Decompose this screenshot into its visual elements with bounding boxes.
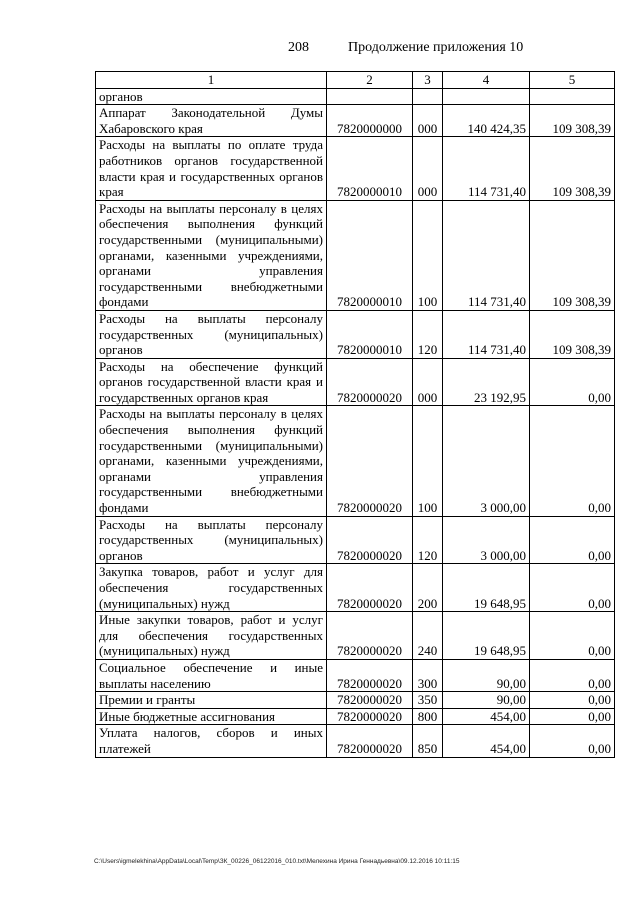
row-code: 7820000010 — [327, 137, 413, 200]
row-value-col4: 140 424,35 — [443, 105, 530, 137]
row-type — [413, 88, 443, 105]
row-code: 7820000020 — [327, 358, 413, 406]
row-type: 100 — [413, 406, 443, 516]
row-type: 100 — [413, 200, 443, 310]
row-name: Премии и гранты — [96, 692, 327, 709]
table-row — [96, 612, 615, 660]
row-code: 7820000020 — [327, 725, 413, 757]
row-value-col4: 114 731,40 — [443, 200, 530, 310]
row-name: Иные бюджетные ассигнования — [96, 708, 327, 725]
row-value-col5: 109 308,39 — [530, 200, 615, 310]
row-value-col4: 90,00 — [443, 659, 530, 691]
row-value-col5 — [530, 88, 615, 105]
row-type: 800 — [413, 708, 443, 725]
row-value-col4: 90,00 — [443, 692, 530, 709]
table-row — [96, 310, 615, 358]
row-value-col4: 23 192,95 — [443, 358, 530, 406]
table-row — [96, 708, 615, 725]
row-name: Расходы на выплаты персоналу государственных (муниципальных) органов — [96, 516, 327, 564]
row-name: Аппарат Законодательной Думы Хабаровского края — [96, 105, 327, 137]
table-row — [96, 406, 615, 516]
table-row — [96, 725, 615, 757]
row-code: 7820000010 — [327, 310, 413, 358]
row-value-col4: 19 648,95 — [443, 564, 530, 612]
row-code: 7820000020 — [327, 612, 413, 660]
row-type: 000 — [413, 105, 443, 137]
row-type: 120 — [413, 516, 443, 564]
row-value-col4: 114 731,40 — [443, 310, 530, 358]
row-value-col4: 114 731,40 — [443, 137, 530, 200]
row-value-col4: 19 648,95 — [443, 612, 530, 660]
row-name: Расходы на выплаты персоналу в целях обеспечения выполнения функций государственными (муниципальными) органами, казенными учреждениями, органами управления государственными внебюджетными фондами — [96, 406, 327, 516]
row-value-col4: 3 000,00 — [443, 406, 530, 516]
row-name: Социальное обеспечение и иные выплаты населению — [96, 659, 327, 691]
document-footer-path: C:\Users\igmelekhina\AppData\Local\Temp\ЗК_00226_06122016_010.txt\Мелехина Ирина Геннадьевна\09.12.2016 10:11:15 — [94, 858, 460, 865]
row-value-col5: 0,00 — [530, 692, 615, 709]
row-code: 7820000020 — [327, 406, 413, 516]
row-type: 200 — [413, 564, 443, 612]
table-row — [96, 564, 615, 612]
page-number: 208 — [288, 40, 309, 55]
row-type: 350 — [413, 692, 443, 709]
table-row — [96, 659, 615, 691]
row-value-col5: 0,00 — [530, 708, 615, 725]
table-row — [96, 88, 615, 105]
row-value-col5: 109 308,39 — [530, 105, 615, 137]
column-header: 2 — [327, 72, 413, 89]
row-value-col5: 0,00 — [530, 564, 615, 612]
row-value-col4 — [443, 88, 530, 105]
table-row — [96, 516, 615, 564]
row-name: Расходы на выплаты персоналу государственных (муниципальных) органов — [96, 310, 327, 358]
row-value-col4: 3 000,00 — [443, 516, 530, 564]
row-name: Иные закупки товаров, работ и услуг для обеспечения государственных (муниципальных) нужд — [96, 612, 327, 660]
column-header: 3 — [413, 72, 443, 89]
row-code — [327, 88, 413, 105]
row-code: 7820000020 — [327, 692, 413, 709]
row-name: Расходы на выплаты по оплате труда работников органов государственной власти края и государственных органов края — [96, 137, 327, 200]
row-type: 850 — [413, 725, 443, 757]
row-name: Расходы на обеспечение функций органов государственной власти края и государственных органов края — [96, 358, 327, 406]
row-name: Расходы на выплаты персоналу в целях обеспечения выполнения функций государственными (муниципальными) органами, казенными учреждениями, органами управления государственными внебюджетными фондами — [96, 200, 327, 310]
row-value-col5: 0,00 — [530, 659, 615, 691]
row-type: 120 — [413, 310, 443, 358]
row-code: 7820000020 — [327, 516, 413, 564]
page-header-note: Продолжение приложения 10 — [348, 40, 524, 55]
row-code: 7820000020 — [327, 564, 413, 612]
column-header: 4 — [443, 72, 530, 89]
row-type: 240 — [413, 612, 443, 660]
row-type: 000 — [413, 358, 443, 406]
row-name: органов — [96, 88, 327, 105]
row-code: 7820000020 — [327, 708, 413, 725]
row-type: 000 — [413, 137, 443, 200]
row-code: 7820000020 — [327, 659, 413, 691]
row-code: 7820000000 — [327, 105, 413, 137]
row-value-col5: 109 308,39 — [530, 137, 615, 200]
table-header-row — [96, 72, 615, 89]
row-value-col5: 0,00 — [530, 406, 615, 516]
row-value-col4: 454,00 — [443, 725, 530, 757]
row-value-col5: 0,00 — [530, 612, 615, 660]
row-value-col5: 0,00 — [530, 725, 615, 757]
row-value-col5: 0,00 — [530, 516, 615, 564]
column-header: 1 — [96, 72, 327, 89]
row-value-col4: 454,00 — [443, 708, 530, 725]
table-row — [96, 692, 615, 709]
table-row — [96, 200, 615, 310]
table-row — [96, 105, 615, 137]
column-header: 5 — [530, 72, 615, 89]
table-row — [96, 358, 615, 406]
budget-table — [95, 71, 615, 758]
row-value-col5: 0,00 — [530, 358, 615, 406]
row-name: Закупка товаров, работ и услуг для обеспечения государственных (муниципальных) нужд — [96, 564, 327, 612]
row-name: Уплата налогов, сборов и иных платежей — [96, 725, 327, 757]
row-type: 300 — [413, 659, 443, 691]
table-row — [96, 137, 615, 200]
row-code: 7820000010 — [327, 200, 413, 310]
row-value-col5: 109 308,39 — [530, 310, 615, 358]
